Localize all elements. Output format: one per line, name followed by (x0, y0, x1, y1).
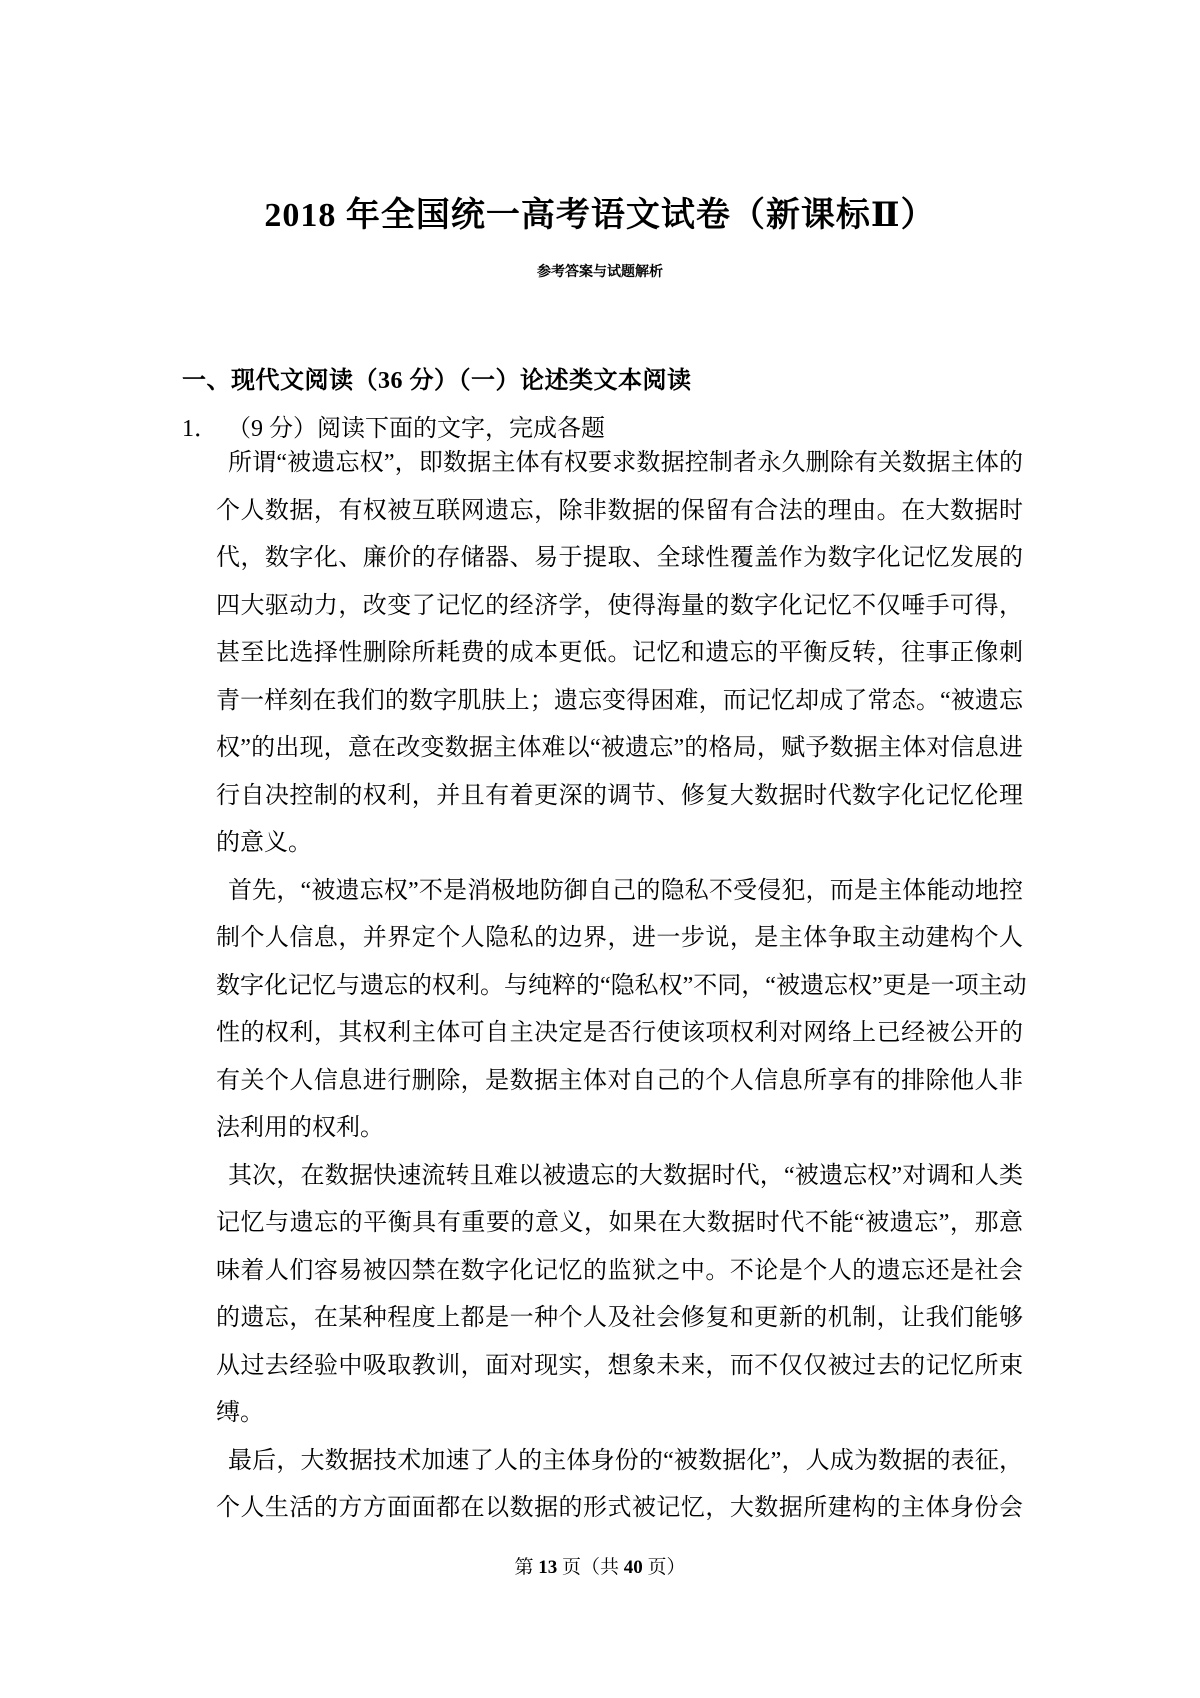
footer-page-number: 13 (538, 1557, 558, 1578)
footer-prefix: 第 (514, 1557, 539, 1578)
text-line: 有关个人信息进行删除，是数据主体对自己的个人信息所享有的排除他人非 (216, 1067, 1023, 1094)
text-line: 味着人们容易被囚禁在数字化记忆的监狱之中。不论是个人的遗忘还是社会 (216, 1257, 1023, 1284)
text-line: 法利用的权利。 (216, 1115, 384, 1141)
text-line: 最后，大数据技术加速了人的主体身份的“被数据化”，人成为数据的表征， (228, 1447, 1023, 1474)
page-subtitle: 参考答案与试题解析 (537, 265, 663, 280)
page-title: 2018 年全国统一高考语文试卷（新课标Ⅱ） (264, 197, 936, 234)
section-heading: 一、现代文阅读（36 分）（一）论述类文本阅读 (182, 368, 692, 394)
question-number: 1． (182, 416, 218, 442)
footer-suffix: 页） (642, 1557, 686, 1578)
text-line: 个人生活的方方面面都在以数据的形式被记忆，大数据所建构的主体身份会 (216, 1495, 1023, 1521)
text-line: 缚。 (216, 1400, 264, 1426)
text-line: 数字化记忆与遗忘的权利。与纯粹的“隐私权”不同，“被遗忘权”更是一项主动 (216, 972, 1027, 999)
text-line: 记忆与遗忘的平衡具有重要的意义，如果在大数据时代不能“被遗忘”，那意 (216, 1210, 1023, 1236)
text-line: 的遗忘，在某种程度上都是一种个人及社会修复和更新的机制，让我们能够 (216, 1305, 1023, 1331)
footer-middle: 页（共 (557, 1557, 624, 1578)
text-line: 首先，“被遗忘权”不是消极地防御自己的隐私不受侵犯，而是主体能动地控 (228, 877, 1023, 904)
text-line: 代，数字化、廉价的存储器、易于提取、全球性覆盖作为数字化记忆发展的 (216, 545, 1023, 571)
footer-total-pages: 40 (623, 1557, 643, 1578)
text-line: 从过去经验中吸取教训，面对现实，想象未来，而不仅仅被过去的记忆所束 (216, 1352, 1023, 1379)
text-line: 性的权利，其权利主体可自主决定是否行使该项权利对网络上已经被公开的 (216, 1020, 1023, 1046)
text-line: 行自决控制的权利，并且有着更深的调节、修复大数据时代数字化记忆伦理 (216, 782, 1023, 809)
text-line: 的意义。 (216, 830, 312, 856)
question-line (182, 408, 605, 443)
text-line: 制个人信息，并界定个人隐私的边界，进一步说，是主体争取主动建构个人 (216, 925, 1023, 951)
text-line: 个人数据，有权被互联网遗忘，除非数据的保留有合法的理由。在大数据时 (216, 497, 1023, 524)
text-line: 青一样刻在我们的数字肌肤上；遗忘变得困难，而记忆却成了常态。“被遗忘 (216, 687, 1023, 714)
question-text: （9 分）阅读下面的文字，完成各题 (227, 416, 605, 442)
text-line: 所谓“被遗忘权”，即数据主体有权要求数据控制者永久删除有关数据主体的 (228, 450, 1023, 476)
text-line: 权”的出现，意在改变数据主体难以“被遗忘”的格局，赋予数据主体对信息进 (216, 735, 1023, 761)
text-line: 甚至比选择性删除所耗费的成本更低。记忆和遗忘的平衡反转，往事正像刺 (216, 640, 1023, 666)
article (216, 440, 1027, 1533)
text-line: 其次，在数据快速流转且难以被遗忘的大数据时代，“被遗忘权”对调和人类 (228, 1162, 1023, 1189)
page-footer (0, 1552, 1200, 1579)
text-line: 四大驱动力，改变了记忆的经济学，使得海量的数字化记忆不仅唾手可得， (216, 592, 1023, 619)
